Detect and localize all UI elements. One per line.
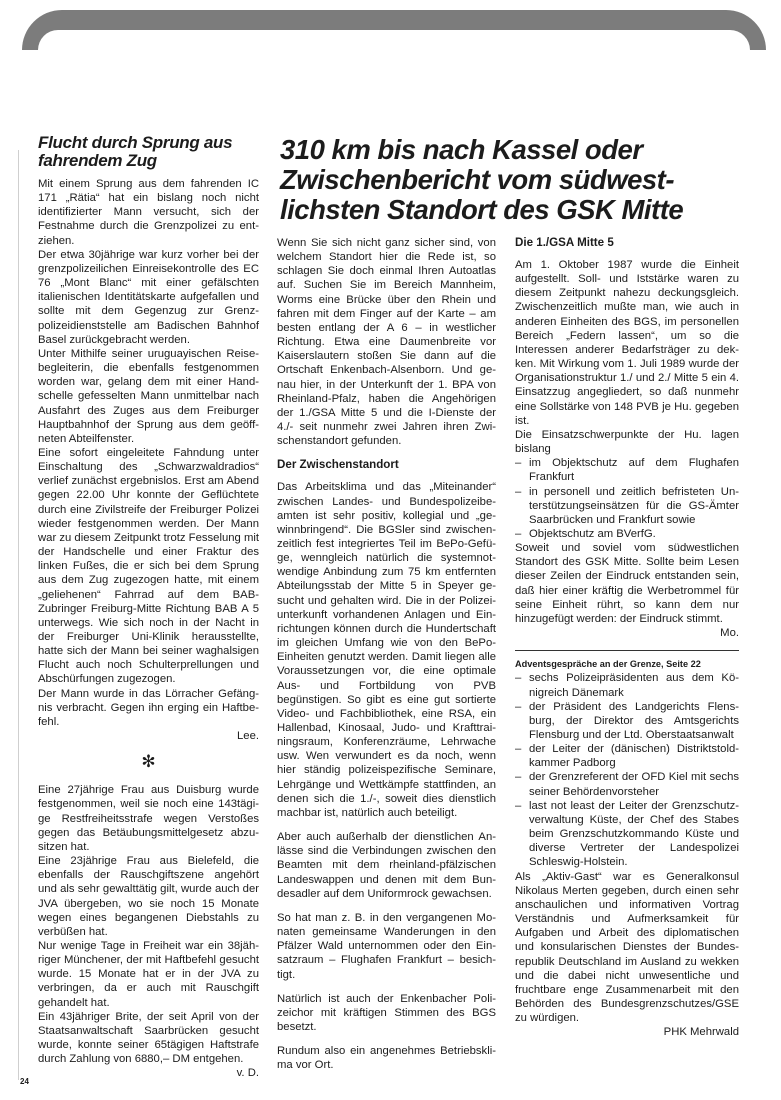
- continuation-signature: PHK Mehrwald: [663, 1026, 739, 1039]
- list-item: – last not least der Leiter der Grenzschutzverwaltung Küste, der Chef des Stabes beim Grenzschutzkommando Küste und diverse Vertreter der Landespolizei Schleswig-Holstein.: [515, 799, 739, 870]
- story1-paragraph: Der etwa 30jährige war kurz vorher bei der grenzpolizeilichen Einreisekontrolle des EC 76 „Mont Blanc“ mit einer gefälschten italienischen Identitätskarte aufgefallen und sollte mit dem Gegenzug zur Grenzpolizeidienststelle am Badischen Bahnhof Basel zurückgebracht werden.: [38, 248, 259, 346]
- article-column-1: [277, 236, 496, 1072]
- gsa-list: [515, 456, 739, 541]
- story2-paragraph: Eine 23jährige Frau aus Bielefeld, die ebenfalls der Rauschgiftszene angehört und als sehr gewalttätig gilt, wurde auch der JVA übergeben, wo sie noch 15 Monate wegen eines begangenen Diebstahls zu verbüßen hat.: [38, 855, 259, 938]
- article-intro: Wenn Sie sich nicht ganz sicher sind, von welchem Standort hier die Rede ist, so schlagen Sie doch einmal Ihren Autoatlas auf. Suchen Sie im Bereich Mannheim, Worms eine Brücke über den Rhein und fahren mit dem Finger auf der Karte – am besten entlang der A 6 – in westlicher Richtung. Etwa eine Daumenbreite vor Kaiserslautern stoßen Sie dann auf die Ortschaft Enkenbach-Alsenborn. Und genau hier, in der Unterkunft der 1. BPA von Rheinland-Pfalz, haben die Angehörigen der 1./GSA Mitte 5 und die I-Dienste der 4./- seit nunmehr zwei Jahren ihren Zwischenstandort gefunden.: [277, 237, 496, 448]
- sidebar-title: Flucht durch Sprung aus fahrendem Zug: [38, 133, 233, 170]
- story1-paragraph: Mit einem Sprung aus dem fahrenden IC 171 „Rätia“ hat ein bislang noch nicht identifizierter Mann versucht, sich der Festnahme durch die Grenzpolizei zu entziehen.: [38, 178, 259, 247]
- list-item: – der Präsident des Landgerichts Flensburg, der Direktor des Amtsgerichts Flensburg und der Ltd. Oberstaatsanwalt: [515, 700, 739, 742]
- list-item: – im Objektschutz auf dem Flughafen Frankfurt: [515, 456, 739, 484]
- gsa-signature: Mo.: [720, 627, 739, 640]
- continuation-reference: Adventsgespräche an der Grenze, Seite 22: [515, 659, 701, 670]
- list-item: – sechs Polizeipräsidenten aus dem Königreich Dänemark: [515, 671, 739, 699]
- article-paragraph: Aber auch außerhalb der dienstlichen Anlässe sind die Verbindungen zwischen den Beamten mit dem rheinland-pfälzischen Landeswappen und denen mit dem Bundesadler auf dem Uniformrock gewachsen.: [277, 831, 496, 900]
- page-header-band: [22, 10, 766, 50]
- story1-paragraph: Unter Mithilfe seiner uruguayischen Reisebegleiterin, die ebenfalls festgenommen worden war, gelang dem mit einer Handschelle gefesselten Mann unmittelbar nach Ausfahrt des Zuges aus dem Freiburger Hauptbahnhof der Sprung aus dem geöffneten Abteilfenster.: [38, 347, 259, 445]
- story1-paragraph: Eine sofort eingeleitete Fahndung unter Einschaltung des „Schwarzwaldradios“ verlief zunächst ergebnislos. Erst am Abend gegen 22.00 Uhr konnte der Geflüchtete durch eine Zivilstreife der Freiburger Polizei wieder festgenommen werden. Der Mann war zu diesem Zeitpunkt trotz Fesselung mit der Handschelle und einer Fraktur des linken Fußes, die er sich bei dem Sprung aus dem Zug zugezogen hatte, mit einem „geliehenen“ Fahrrad auf dem BAB-Zubringer Freiburg-Mitte Richtung BAB A 5 unterwegs. Wie sich noch in der Nacht in der Freiburger Uni-Klinik herausstellte, hatte sich der Mann bei seiner waghalsigen Flucht auch noch Schulterprellungen und Abschürfungen zugezogen.: [38, 446, 260, 686]
- section-divider: [515, 650, 739, 651]
- heading-gsa: Die 1./GSA Mitte 5: [515, 236, 614, 249]
- story2-signature: v. D.: [236, 1067, 259, 1080]
- story2-paragraph: Ein 43jähriger Brite, der seit April von der Staatsanwaltschaft Saarbrücken gesucht wurde, konnte seiner 65tägigen Haftstrafe durch Zahlung von 6880,– DM entgehen.: [38, 1010, 259, 1066]
- gsa-paragraph: Am 1. Oktober 1987 wurde die Einheit aufgestellt. Soll- und Iststärke waren zu diesem Zeitpunkt nahezu deckungsgleich. Zwischenzeitlich mußte man, wie auch in anderen Einheiten des BGS, im personellen Bereich „Federn lassen“, um so die Interessen anderer Bedarfsträger zu dekken. Mit Wirkung vom 1. Juli 1989 wurde der Organisationstruktur 1./ und 2./ Mitte 5 ein 4. Einsatzzug angegliedert, so daß nunmehr eine Sollstärke von 148 PVB je Hu. gegeben ist.: [515, 259, 739, 427]
- page-number: 24: [20, 1077, 29, 1086]
- article-paragraph: Natürlich ist auch der Enkenbacher Polizeichor mit kräftigen Stimmen des BGS besetzt.: [277, 992, 496, 1033]
- list-item: – der Leiter der (dänischen) Distriktstoldkammer Padborg: [515, 742, 739, 770]
- asterism-separator: ✻: [141, 752, 156, 772]
- article-column-2: [515, 236, 739, 1039]
- gsa-closing: Soweit und soviel vom südwestlichen Standort des GSK Mitte. Sollte beim Lesen dieser Zeilen der Eindruck entstanden sein, daß hier einer kräftig die Werbetrommel für seine Einheit rührt, so kann dem nur hinzugefügt werden: der Eindruck stimmt.: [515, 542, 739, 625]
- story1-paragraph: Der Mann wurde in das Lörracher Gefängnis verbracht. Gegen ihn erging ein Haftbefehl.: [38, 687, 259, 728]
- margin-rule: [18, 150, 19, 1080]
- list-item: – Objektschutz am BVerfG.: [515, 527, 739, 541]
- list-item: – in personell und zeitlich befristeten Unterstützungseinsätzen für die GS-Ämter Saarbrücken und Frankfurt sowie: [515, 485, 739, 527]
- continuation-closing: Als „Aktiv-Gast“ war es Generalkonsul Nikolaus Merten gegeben, durch einen sehr anschaulichen und informativen Vortrag Verständnis und Aufmerksamkeit für Aufgaben und Arbeit des diplomatischen und konsularischen Dienstes der Bundesrepublik Deutschland im Ausland zu wekken und die dabei nicht unwesentliche und fruchtbare enge Zusammenarbeit mit den Behörden des Bundesgrenzschutzes/GSE zu würdigen.: [515, 870, 739, 1025]
- list-item: – der Grenzreferent der OFD Kiel mit sechs seiner Behördenvorsteher: [515, 770, 739, 798]
- story2-paragraph: Nur wenige Tage in Freiheit war ein 38jähriger Münchener, der mit Haftbefehl gesucht wurde. 15 Monate hat er in der JVA zu verbringen, da er auch mit Rauschgift gehandelt hat.: [38, 939, 259, 1009]
- article-paragraph: So hat man z. B. in den vergangenen Monaten gemeinsame Wanderungen in den Pfälzer Wald unternommen oder den Einsatzraum – Flughafen Frankfurt – besichtigt.: [277, 911, 496, 981]
- gsa-paragraph: Die Einsatzschwerpunkte der Hu. lagen bislang: [515, 428, 739, 456]
- heading-zwischenstandort: Der Zwischenstandort: [277, 458, 399, 472]
- story2-paragraph: Eine 27jährige Frau aus Duisburg wurde festgenommen, weil sie noch eine 143tägige Restfreiheitsstrafe wegen Verstoßes gegen das Betäubungsmittelgesetz abzusitzen hat.: [38, 784, 259, 853]
- article-paragraph: Das Arbeitsklima und das „Miteinander“ zwischen Landes- und Bundespolizeibeamten ist sehr positiv, kollegial und „gewinnbringend“. Die BGSler sind zwischenzeitlich fest integriertes Teil im BePo-Gefüge, wenngleich natürlich die systemnotwendige Anbindung zum 75 km entfernten Abteilungsstab der Mitte 5 in Speyer gesucht und gehalten wird. Die in der Polizeiunterkunft vorhandenen Anlagen und Einrichtungen können durch die Hundertschaft im gleichen Umfang wie von den BePo-Einheiten genutzt werden. Damit liegen alle Voraussetzungen vor, die eine optimale Aus- und Fortbildung von PVB begünstigen. So gibt es eine gut sortierte Video- und Fachbibliothek, eine RSA, ein Hallenbad, Kinosaal, Judo- und Krafttrainingsraum, Konferenzräume, Lehrwache usw. Wen verwundert es da noch, wenn hier ständig polizeispezifische Seminare, Lehrgänge und Wettkämpfe stattfinden, an denen sich die 1./-, soweit dies dienstlich machbar ist, natürlich auch beteiligt.: [277, 481, 496, 819]
- sidebar-column: [38, 134, 259, 1081]
- story1-signature: Lee.: [237, 730, 259, 743]
- article-paragraph: Rundum also ein angenehmes Betriebsklima vor Ort.: [277, 1045, 496, 1072]
- article-title: 310 km bis nach Kassel oder Zwischenbericht vom südwestlichsten Standort des GSK Mitte: [280, 134, 684, 225]
- guest-list: [515, 671, 739, 869]
